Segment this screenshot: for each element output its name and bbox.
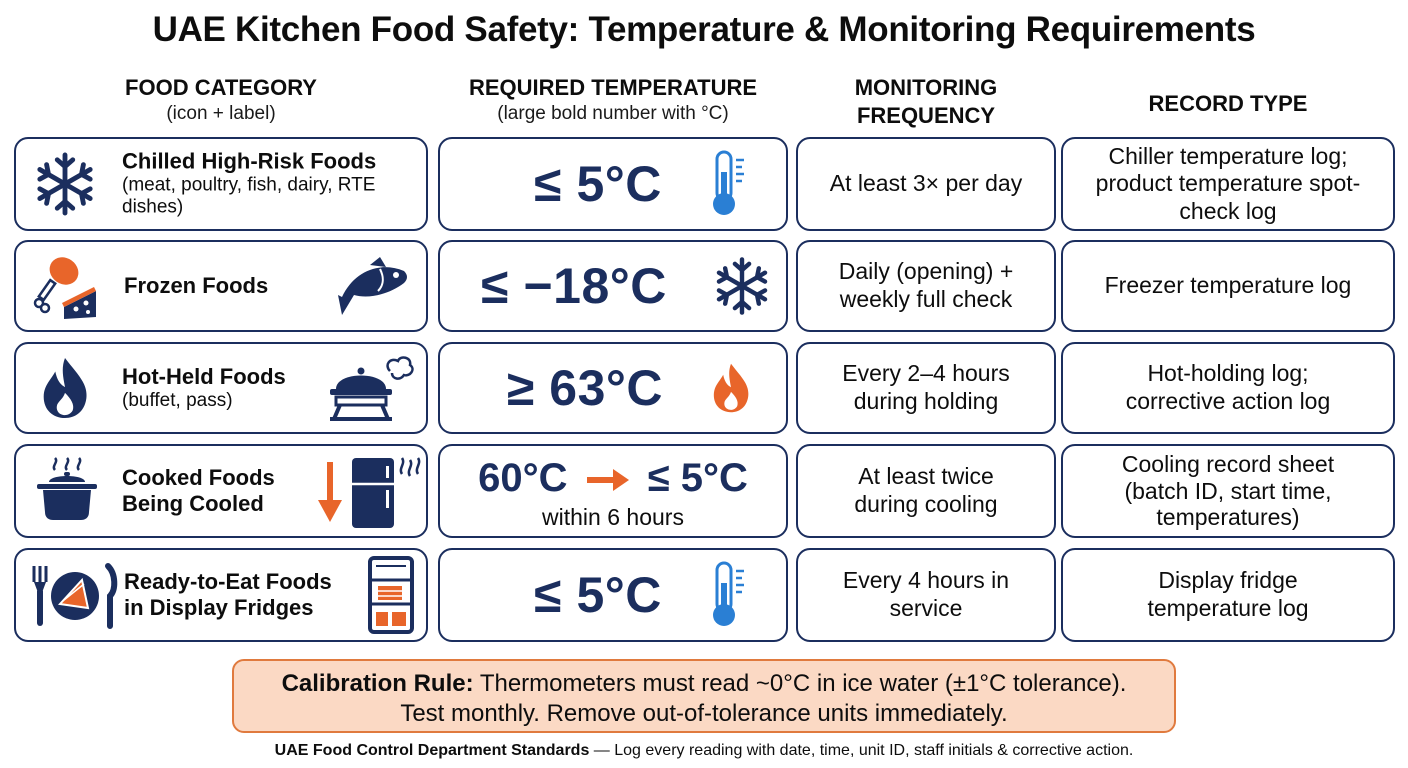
header-monitoring-frequency: MONITORING FREQUENCY: [854, 75, 998, 128]
calibration-rule-callout: [232, 659, 1176, 733]
flame-icon: [34, 353, 96, 423]
header-required-temperature: REQUIRED TEMPERATURE (large bold number with °C): [468, 75, 758, 124]
row-hotheld-category: [14, 342, 428, 434]
category-label: Chilled High-Risk Foods: [122, 148, 377, 174]
category-label: Hot-Held Foods: [122, 363, 286, 389]
down-arrow-icon: [316, 460, 344, 524]
temperature-value: ≤ 5°C: [534, 156, 662, 212]
chafing-dish-icon: [326, 353, 414, 423]
row-cooling-frequency: At least twice during cooling: [796, 444, 1056, 538]
header-food-category: FOOD CATEGORY (icon + label): [125, 75, 317, 124]
footer-bold: UAE Food Control Department Standards: [274, 742, 590, 759]
category-label-line1: Cooked Foods: [122, 465, 275, 491]
plate-cutlery-icon: [30, 560, 120, 630]
row-cooling-record: Cooling record sheet (batch ID, start time, temperatures): [1061, 444, 1395, 538]
row-chilled-category: [14, 137, 428, 231]
row-rte-record: Display fridge temperature log: [1061, 548, 1395, 642]
row-rte-temperature: [438, 548, 788, 642]
row-chilled-record: Chiller temperature log; product temperature spot-check log: [1061, 137, 1395, 231]
row-chilled-frequency: At least 3× per day: [796, 137, 1056, 231]
row-frozen-record: Freezer temperature log: [1061, 240, 1395, 332]
temperature-end: ≤ 5°C: [647, 456, 748, 500]
header-record-type: RECORD TYPE: [1148, 91, 1308, 116]
footer-note: [0, 742, 1408, 760]
temperature-value: ≤ −18°C: [481, 258, 667, 314]
callout-text-line2: Test monthly. Remove out-of-tolerance units immediately.: [400, 700, 1008, 727]
row-hotheld-frequency: Every 2–4 hours during holding: [796, 342, 1056, 434]
callout-text-line1: Thermometers must read ~0°C in ice water (±1°C tolerance).: [473, 670, 1127, 697]
row-cooling-temperature: [438, 444, 788, 538]
cooking-pot-icon: [30, 456, 104, 526]
callout-label: Calibration Rule:: [281, 670, 474, 697]
snowflake-icon: [34, 149, 96, 219]
category-label: Frozen Foods: [124, 273, 269, 299]
row-rte-frequency: Every 4 hours in service: [796, 548, 1056, 642]
category-detail: (meat, poultry, fish, dairy, RTE dishes): [122, 174, 376, 218]
temperature-start: 60°C: [478, 456, 568, 500]
row-rte-category: [14, 548, 428, 642]
flame-icon: [706, 356, 756, 420]
row-hotheld-record: Hot-holding log; corrective action log: [1061, 342, 1395, 434]
row-frozen-category: [14, 240, 428, 332]
category-label-line2: Being Cooled: [122, 491, 264, 516]
row-cooling-category: [14, 444, 428, 538]
temperature-value: ≥ 63°C: [506, 360, 664, 416]
row-frozen-frequency: Daily (opening) + weekly full check: [796, 240, 1056, 332]
display-fridge-icon: [368, 556, 414, 634]
snowflake-icon: [712, 255, 772, 317]
row-frozen-temperature: [438, 240, 788, 332]
thermometer-icon: [708, 148, 748, 220]
fish-icon: [334, 253, 412, 319]
row-chilled-temperature: [438, 137, 788, 231]
page-title: UAE Kitchen Food Safety: Temperature & Monitoring Requirements: [152, 10, 1256, 49]
category-label-line2: in Display Fridges: [124, 595, 314, 620]
row-hotheld-temperature: [438, 342, 788, 434]
temperature-note: within 6 hours: [542, 504, 684, 530]
right-arrow-icon: [585, 467, 631, 493]
refrigerator-icon: [350, 454, 424, 530]
temperature-value: ≤ 5°C: [534, 567, 662, 623]
thermometer-icon: [708, 559, 748, 631]
category-detail: (buffet, pass): [122, 389, 233, 411]
chicken-leg-cheese-icon: [30, 251, 102, 321]
category-label-line1: Ready-to-Eat Foods: [124, 569, 332, 595]
footer-text: — Log every reading with date, time, unit ID, staff initials & corrective action.: [589, 742, 1134, 759]
